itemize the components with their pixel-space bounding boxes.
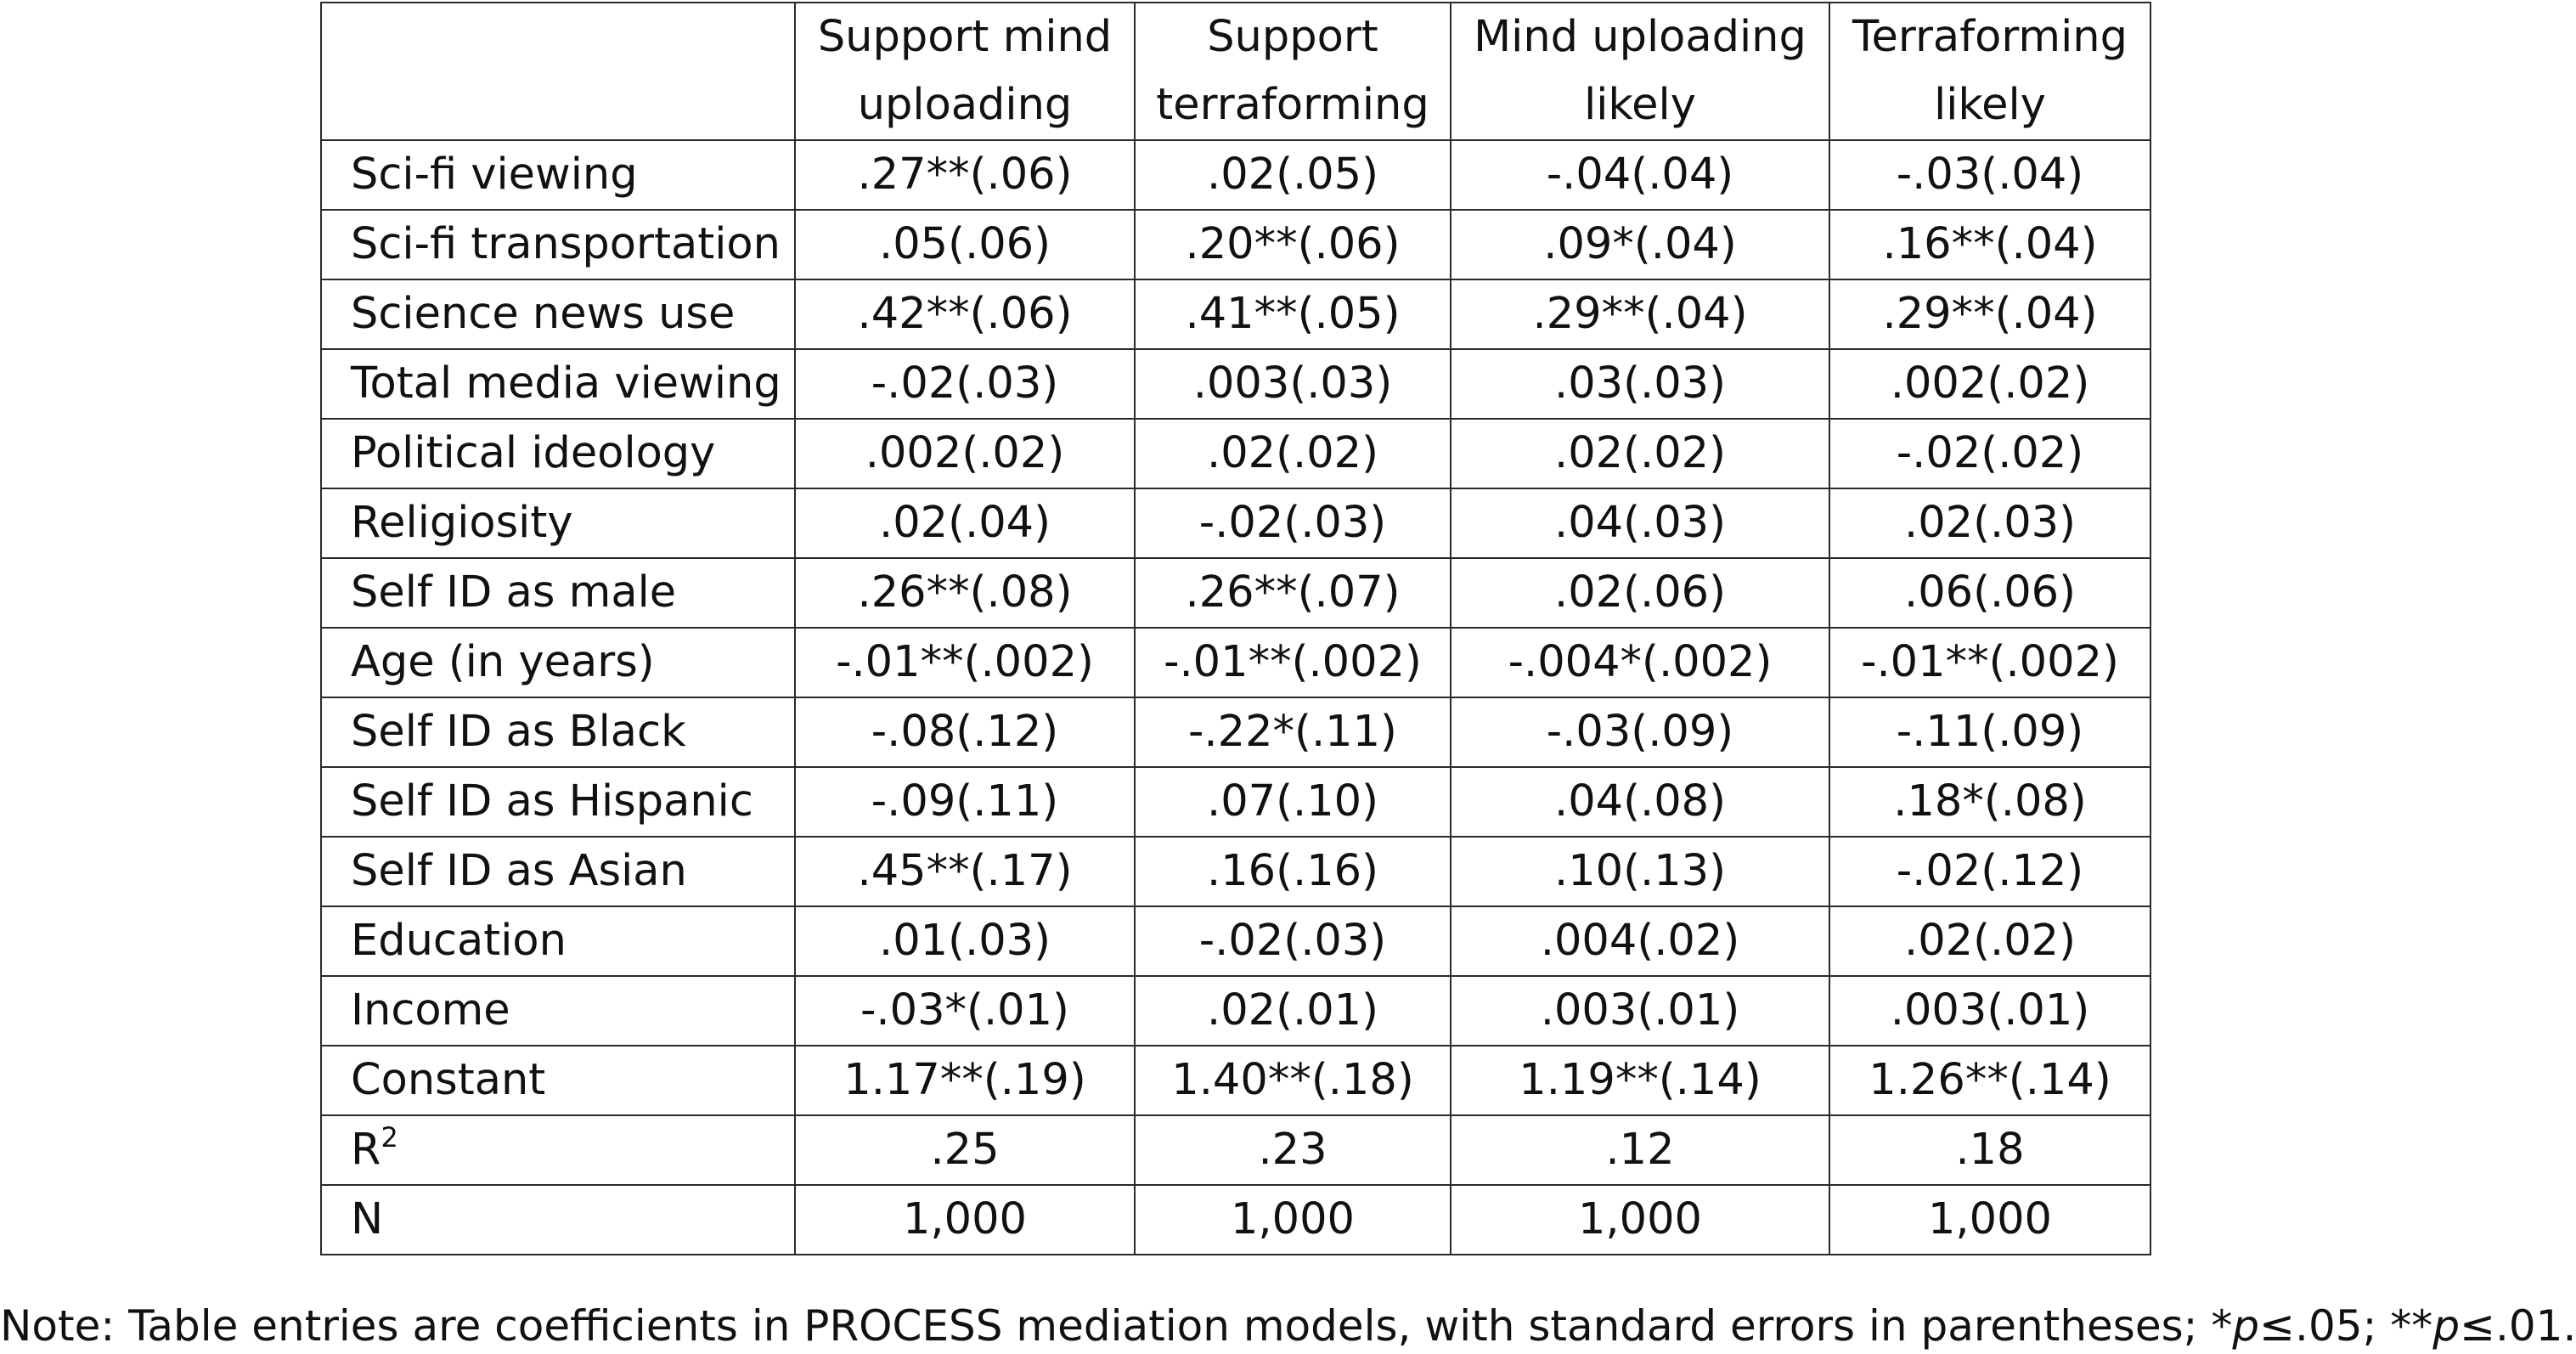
n-cell: 1,000 (1135, 1185, 1451, 1255)
coefficient-cell: .003(.01) (1451, 976, 1829, 1046)
coefficient-cell: -.02(.03) (1135, 906, 1451, 976)
coefficient-cell: .002(.02) (795, 419, 1135, 488)
header-cell (1135, 3, 1451, 140)
table-row (321, 210, 2150, 279)
coefficient-cell: .20**(.06) (1135, 210, 1451, 279)
coefficient-cell: .27**(.06) (795, 140, 1135, 210)
note-p-symbol: p (2232, 1301, 2260, 1351)
coefficient-cell: .003(.01) (1829, 976, 2150, 1046)
table-row (321, 628, 2150, 697)
row-label: Education (321, 906, 795, 976)
table-row (321, 140, 2150, 210)
coefficient-cell: -.01**(.002) (1135, 628, 1451, 697)
row-label: Constant (321, 1046, 795, 1115)
r-squared-label (321, 1115, 795, 1185)
table-row (321, 697, 2150, 767)
n-cell: 1,000 (795, 1185, 1135, 1255)
coefficient-cell: .29**(.04) (1451, 279, 1829, 349)
table-note (0, 1298, 2576, 1354)
row-label: Science news use (321, 279, 795, 349)
r-squared-row (321, 1115, 2150, 1185)
row-label: Political ideology (321, 419, 795, 488)
coefficient-cell: -.03(.04) (1829, 140, 2150, 210)
coefficient-cell: -.22*(.11) (1135, 697, 1451, 767)
coefficient-cell: .42**(.06) (795, 279, 1135, 349)
coefficient-cell: -.11(.09) (1829, 697, 2150, 767)
coefficient-cell: .01(.03) (795, 906, 1135, 976)
table-row (321, 279, 2150, 349)
coefficient-cell: -.02(.02) (1829, 419, 2150, 488)
table-row (321, 906, 2150, 976)
r-squared-letter: R (351, 1125, 381, 1175)
row-label: Sci-fi transportation (321, 210, 795, 279)
row-label: Self ID as Asian (321, 837, 795, 906)
coefficient-cell: 1.26**(.14) (1829, 1046, 2150, 1115)
header-support-mind-uploading: Support mind uploading (817, 12, 1113, 130)
r-squared-cell: .23 (1135, 1115, 1451, 1185)
coefficient-cell: .16(.16) (1135, 837, 1451, 906)
header-corner-cell (321, 3, 795, 140)
coefficient-cell: -.03(.09) (1451, 697, 1829, 767)
table-row (321, 558, 2150, 628)
n-cell: 1,000 (1451, 1185, 1829, 1255)
coefficient-cell: .07(.10) (1135, 767, 1451, 837)
table-body (321, 3, 2150, 1115)
r-squared-cell: .18 (1829, 1115, 2150, 1185)
coefficient-cell: .02(.02) (1451, 419, 1829, 488)
coefficient-cell: .26**(.08) (795, 558, 1135, 628)
header-support-terraforming: Support terraforming (1156, 12, 1429, 130)
coefficient-cell: -.09(.11) (795, 767, 1135, 837)
row-label: Self ID as male (321, 558, 795, 628)
n-row (321, 1185, 2150, 1255)
table-header-row (321, 3, 2150, 140)
header-cell (1451, 3, 1829, 140)
coefficient-cell: .18*(.08) (1829, 767, 2150, 837)
row-label: Age (in years) (321, 628, 795, 697)
n-cell: 1,000 (1829, 1185, 2150, 1255)
coefficient-cell: .004(.02) (1451, 906, 1829, 976)
coefficient-cell: .02(.02) (1135, 419, 1451, 488)
coefficient-cell: 1.19**(.14) (1451, 1046, 1829, 1115)
table-row (321, 767, 2150, 837)
coefficient-cell: -.02(.03) (795, 349, 1135, 419)
coefficient-cell: 1.17**(.19) (795, 1046, 1135, 1115)
table-row (321, 488, 2150, 558)
coefficient-cell: .29**(.04) (1829, 279, 2150, 349)
n-label: N (321, 1185, 795, 1255)
regression-results-table (320, 2, 2151, 1255)
coefficient-cell: .02(.02) (1829, 906, 2150, 976)
coefficient-cell: .02(.04) (795, 488, 1135, 558)
header-cell (795, 3, 1135, 140)
table-row (321, 837, 2150, 906)
coefficient-cell: .10(.13) (1451, 837, 1829, 906)
coefficient-cell: .03(.03) (1451, 349, 1829, 419)
header-cell (1829, 3, 2150, 140)
coefficient-cell: .16**(.04) (1829, 210, 2150, 279)
row-label: Religiosity (321, 488, 795, 558)
coefficient-cell: 1.40**(.18) (1135, 1046, 1451, 1115)
coefficient-cell: -.004*(.002) (1451, 628, 1829, 697)
row-label: Income (321, 976, 795, 1046)
header-mind-uploading-likely: Mind uploading likely (1474, 12, 1807, 130)
coefficient-cell: .06(.06) (1829, 558, 2150, 628)
coefficient-cell: .09*(.04) (1451, 210, 1829, 279)
coefficient-cell: .04(.03) (1451, 488, 1829, 558)
coefficient-cell: .04(.08) (1451, 767, 1829, 837)
coefficient-cell: -.04(.04) (1451, 140, 1829, 210)
r-squared-cell: .12 (1451, 1115, 1829, 1185)
note-prefix: Note: Table entries are coefficients in PROCESS mediation models, with standard errors in parentheses; * (0, 1301, 2233, 1351)
r-squared-cell: .25 (795, 1115, 1135, 1185)
coefficient-cell: .02(.05) (1135, 140, 1451, 210)
table-row (321, 976, 2150, 1046)
table-footer (321, 1115, 2150, 1255)
coefficient-cell: -.08(.12) (795, 697, 1135, 767)
coefficient-cell: -.02(.12) (1829, 837, 2150, 906)
coefficient-cell: -.03*(.01) (795, 976, 1135, 1046)
coefficient-cell: .02(.01) (1135, 976, 1451, 1046)
coefficient-cell: .02(.06) (1451, 558, 1829, 628)
header-terraforming-likely: Terraforming likely (1852, 12, 2128, 130)
row-label: Self ID as Black (321, 697, 795, 767)
coefficient-cell: .05(.06) (795, 210, 1135, 279)
coefficient-cell: .003(.03) (1135, 349, 1451, 419)
coefficient-cell: -.01**(.002) (795, 628, 1135, 697)
r-squared-superscript: 2 (380, 1121, 398, 1154)
coefficient-cell: .41**(.05) (1135, 279, 1451, 349)
table-row (321, 1046, 2150, 1115)
note-p-symbol: p (2432, 1301, 2460, 1351)
coefficient-cell: .26**(.07) (1135, 558, 1451, 628)
coefficient-cell: -.02(.03) (1135, 488, 1451, 558)
row-label: Sci-fi viewing (321, 140, 795, 210)
coefficient-cell: .02(.03) (1829, 488, 2150, 558)
note-threshold-05: ≤.05; ** (2259, 1301, 2433, 1351)
row-label: Self ID as Hispanic (321, 767, 795, 837)
coefficient-cell: .45**(.17) (795, 837, 1135, 906)
table-row (321, 419, 2150, 488)
coefficient-cell: .002(.02) (1829, 349, 2150, 419)
coefficient-cell: -.01**(.002) (1829, 628, 2150, 697)
table-row (321, 349, 2150, 419)
note-threshold-01: ≤.01. (2460, 1301, 2576, 1351)
row-label: Total media viewing (321, 349, 795, 419)
